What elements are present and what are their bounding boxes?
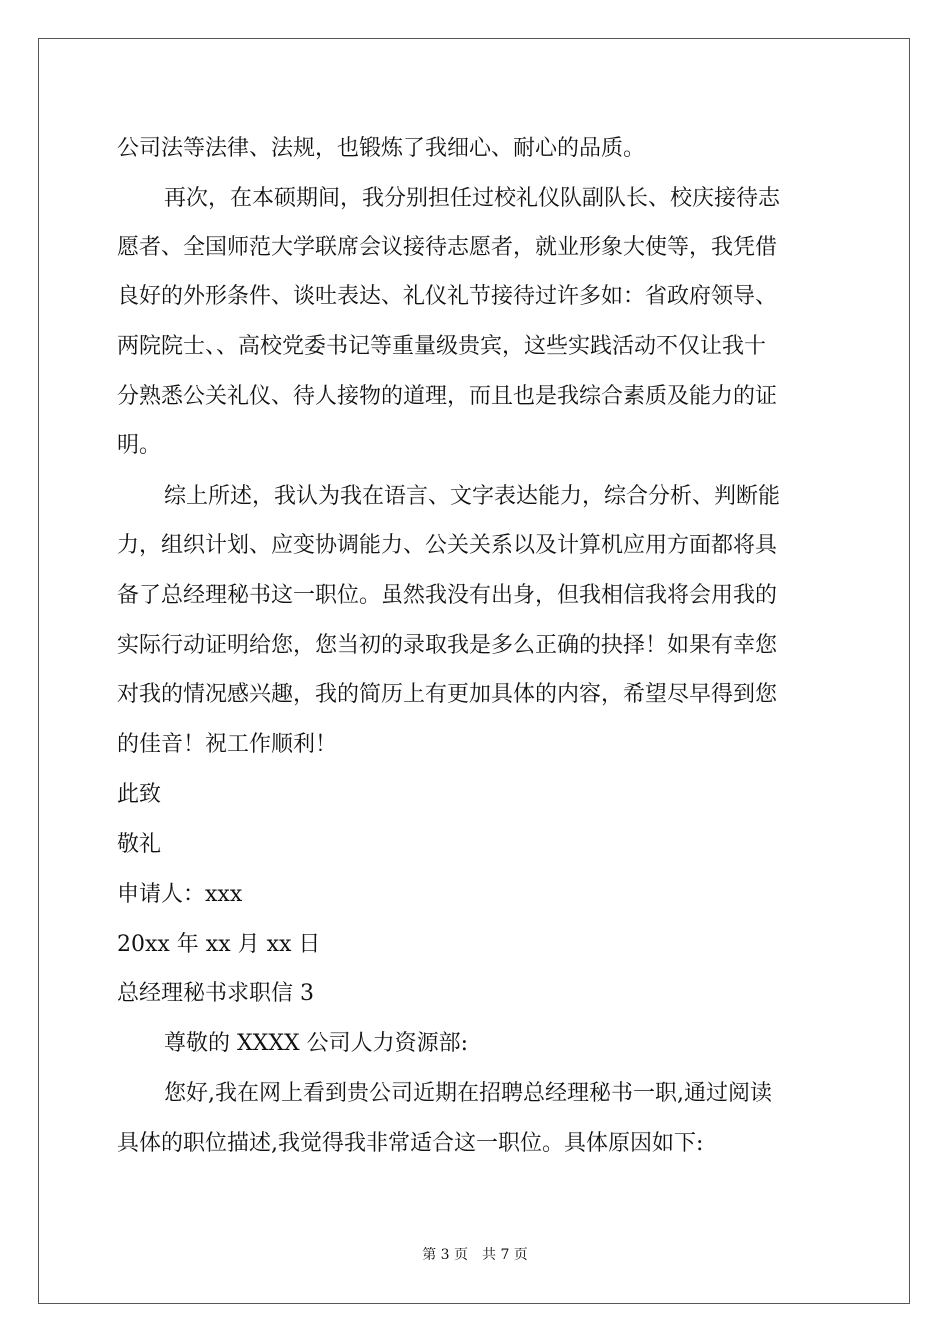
- text-line: 对我的情况感兴趣，我的简历上有更加具体的内容，希望尽早得到您: [117, 682, 778, 707]
- text-line: 再次，在本硕期间，我分别担任过校礼仪队副队长、校庆接待志: [164, 186, 781, 211]
- salutation-line: 敬礼: [117, 832, 162, 857]
- text-line: 分熟悉公关礼仪、待人接物的道理，而且也是我综合素质及能力的证: [117, 384, 778, 409]
- section-title: 总经理秘书求职信 3: [117, 981, 314, 1006]
- text-line: 综上所述，我认为我在语言、文字表达能力，综合分析、判断能: [164, 484, 781, 509]
- text-line: 愿者、全国师范大学联席会议接待志愿者，就业形象大使等，我凭借: [117, 235, 778, 260]
- text-line: 备了总经理秘书这一职位。虽然我没有出身，但我相信我将会用我的: [117, 583, 778, 608]
- text-line: 力，组织计划、应变协调能力、公关关系以及计算机应用方面都将具: [117, 533, 778, 558]
- applicant-line: 申请人：xxx: [117, 882, 243, 907]
- closing-line: 此致: [117, 782, 162, 807]
- text-line: 两院院士、、高校党委书记等重量级贵宾，这些实践活动不仅让我十: [117, 334, 767, 359]
- text-line: 您好,我在网上看到贵公司近期在招聘总经理秘书一职,通过阅读: [164, 1081, 772, 1106]
- page-footer: [0, 1244, 950, 1264]
- page-number: 第 3 页: [422, 1247, 468, 1263]
- text-line: 公司法等法律、法规，也锻炼了我细心、耐心的品质。: [117, 136, 646, 161]
- date-line: 20xx 年 xx 月 xx 日: [117, 932, 321, 957]
- page-total: 共 7 页: [482, 1247, 528, 1263]
- greeting-line: 尊敬的 XXXX 公司人力资源部:: [164, 1031, 469, 1056]
- text-line: 明。: [117, 433, 162, 458]
- text-line: 实际行动证明给您，您当初的录取我是多么正确的抉择！如果有幸您: [117, 633, 778, 658]
- text-line: 良好的外形条件、谈吐表达、礼仪礼节接待过许多如：省政府领导、: [117, 284, 778, 309]
- page-frame: [38, 38, 910, 1304]
- text-line: 的佳音！祝工作顺利！: [117, 732, 338, 757]
- text-line: 具体的职位描述,我觉得我非常适合这一职位。具体原因如下:: [117, 1131, 704, 1156]
